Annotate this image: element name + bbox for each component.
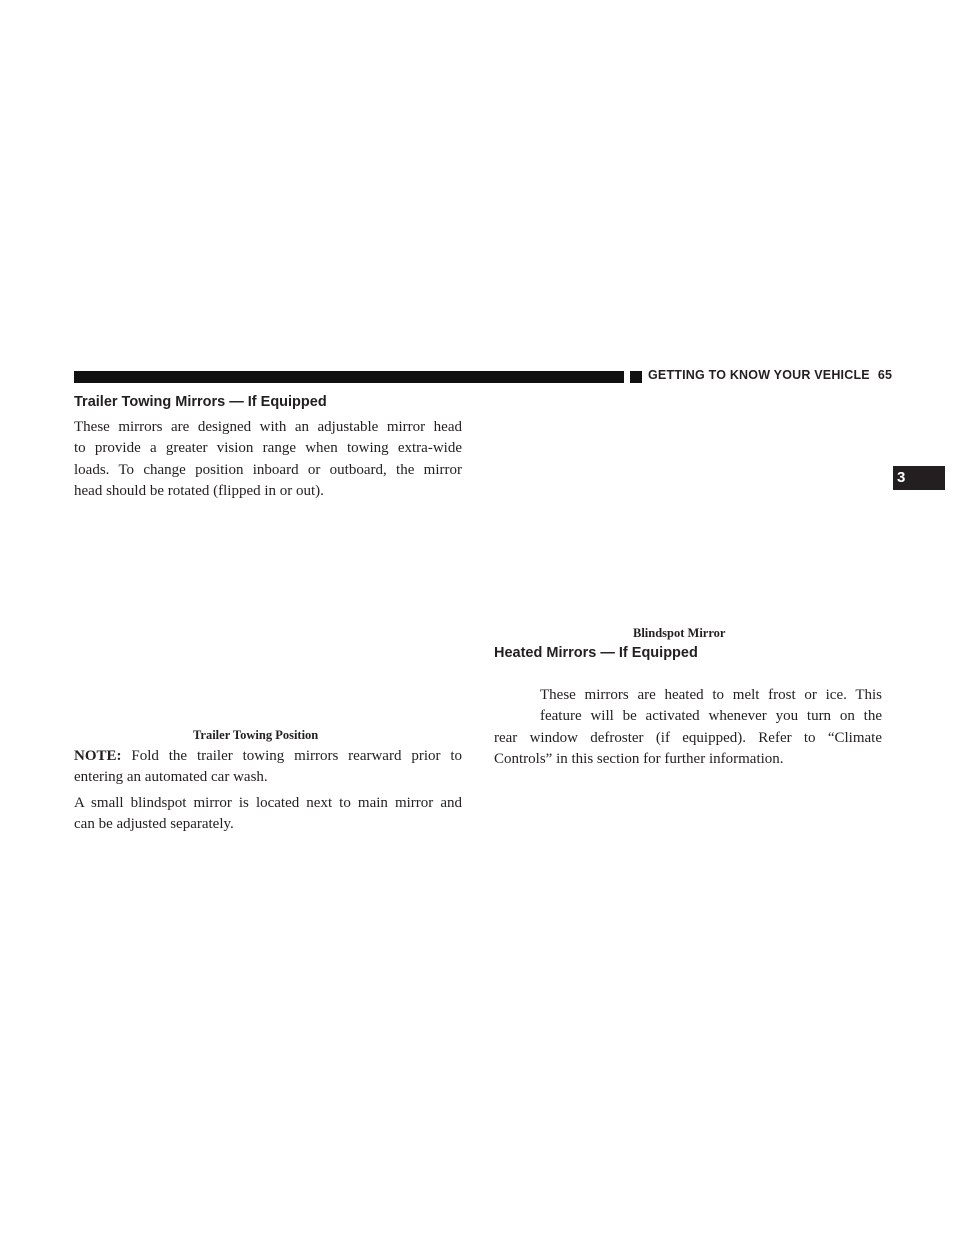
blindspot-paragraph (74, 793, 462, 836)
note-label: NOTE: (74, 748, 122, 764)
heated-mirrors-body (494, 685, 882, 770)
running-header (648, 368, 892, 382)
blindspot-mirror-caption: Blindspot Mirror (633, 626, 726, 640)
chapter-number: 3 (897, 469, 906, 486)
text-line: feature will be activated whenever you turn on the (540, 708, 882, 725)
heated-mirrors-heading: Heated Mirrors — If Equipped (494, 645, 698, 661)
text-line: entering an automated car wash. (74, 769, 268, 786)
trailer-towing-figure (74, 500, 462, 722)
chapter-tab (893, 466, 945, 490)
text-line: These mirrors are designed with an adjustable mirror head (74, 419, 462, 435)
text-line: loads. To change position inboard or outboard, the mirror (74, 461, 462, 478)
trailer-towing-heading: Trailer Towing Mirrors — If Equipped (74, 394, 327, 410)
note-paragraph (74, 746, 462, 789)
text-line: head should be rotated (flipped in or out). (74, 482, 324, 499)
trailer-towing-intro (74, 417, 462, 502)
trailer-towing-caption: Trailer Towing Position (193, 728, 319, 742)
header-rule (74, 371, 624, 383)
text-line: Controls” in this section for further information. (494, 750, 784, 767)
text-line (74, 746, 462, 767)
section-title: GETTING TO KNOW YOUR VEHICLE (648, 368, 870, 382)
header-marker (630, 371, 642, 383)
page-number: 65 (877, 368, 893, 382)
text-line: can be adjusted separately. (74, 816, 234, 833)
text-line: to provide a greater vision range when towing extra-wide (74, 440, 462, 457)
text-line: A small blindspot mirror is located next to main mirror and (74, 795, 462, 811)
text-line: These mirrors are heated to melt frost or ice. This (540, 687, 882, 703)
blindspot-mirror-figure (494, 395, 882, 620)
text-line: rear window defroster (if equipped). Refer to “Climate (494, 729, 882, 746)
note-text: Fold the trailer towing mirrors rearward prior to (131, 748, 463, 764)
